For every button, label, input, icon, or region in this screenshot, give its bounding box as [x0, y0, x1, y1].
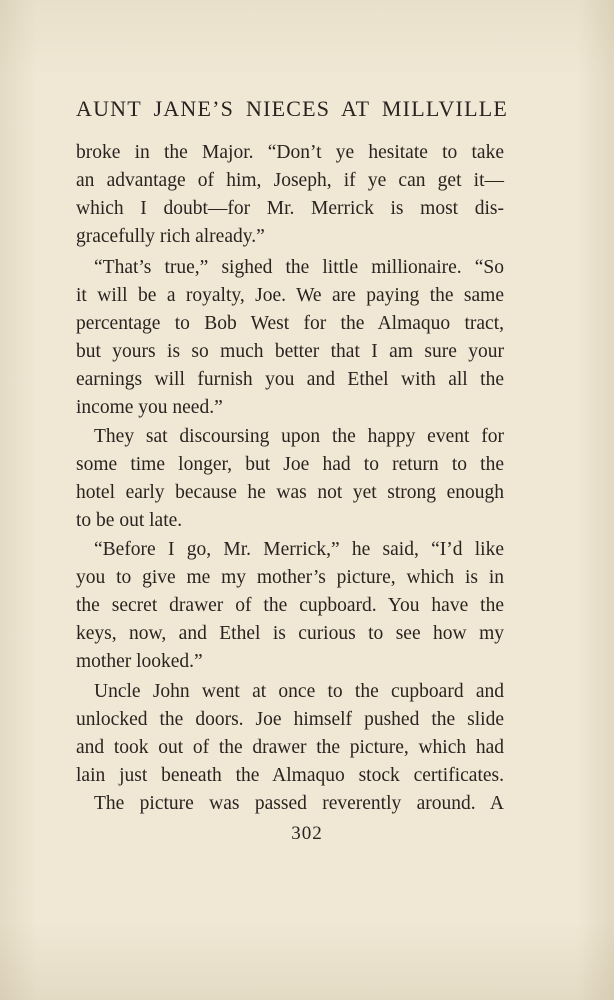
text-line: mother looked.”	[76, 651, 203, 672]
text-line: gracefully rich already.”	[76, 226, 265, 247]
text-line: unlocked the doors. Joe himself pushed the slide	[76, 709, 504, 730]
paragraph-first-line: “Before I go, Mr. Merrick,” he said, “I’d like	[94, 539, 504, 560]
paragraph-first-line: “That’s true,” sighed the little millionaire. “So	[94, 257, 504, 278]
text-line: an advantage of him, Joseph, if ye can get it—	[76, 170, 504, 191]
text-line: it will be a royalty, Joe. We are paying the same	[76, 285, 504, 306]
text-line: hotel early because he was not yet strong enough	[76, 482, 504, 503]
text-line: which I doubt—for Mr. Merrick is most dis-	[76, 198, 504, 219]
page-number: 302	[291, 823, 323, 844]
paragraph-first-line: They sat discoursing upon the happy event for	[94, 426, 504, 447]
text-line: but yours is so much better that I am sure your	[76, 341, 504, 362]
text-line: lain just beneath the Almaquo stock certificates.	[76, 765, 504, 786]
text-line: you to give me my mother’s picture, which is in	[76, 567, 504, 588]
text-line: keys, now, and Ethel is curious to see how my	[76, 623, 504, 644]
paragraph-first-line: The picture was passed reverently around. A	[94, 793, 504, 814]
text-line: earnings will furnish you and Ethel with all the	[76, 369, 504, 390]
text-line: percentage to Bob West for the Almaquo tract,	[76, 313, 504, 334]
text-line: and took out of the drawer the picture, which had	[76, 737, 504, 758]
text-line: some time longer, but Joe had to return to the	[76, 454, 504, 475]
text-line: income you need.”	[76, 397, 223, 418]
text-line: to be out late.	[76, 510, 183, 531]
text-line: the secret drawer of the cupboard. You have the	[76, 595, 504, 616]
running-head: AUNT JANE’S NIECES AT MILLVILLE	[76, 96, 508, 121]
text-line: broke in the Major. “Don’t ye hesitate to take	[76, 142, 504, 163]
paragraph-first-line: Uncle John went at once to the cupboard and	[94, 681, 504, 702]
